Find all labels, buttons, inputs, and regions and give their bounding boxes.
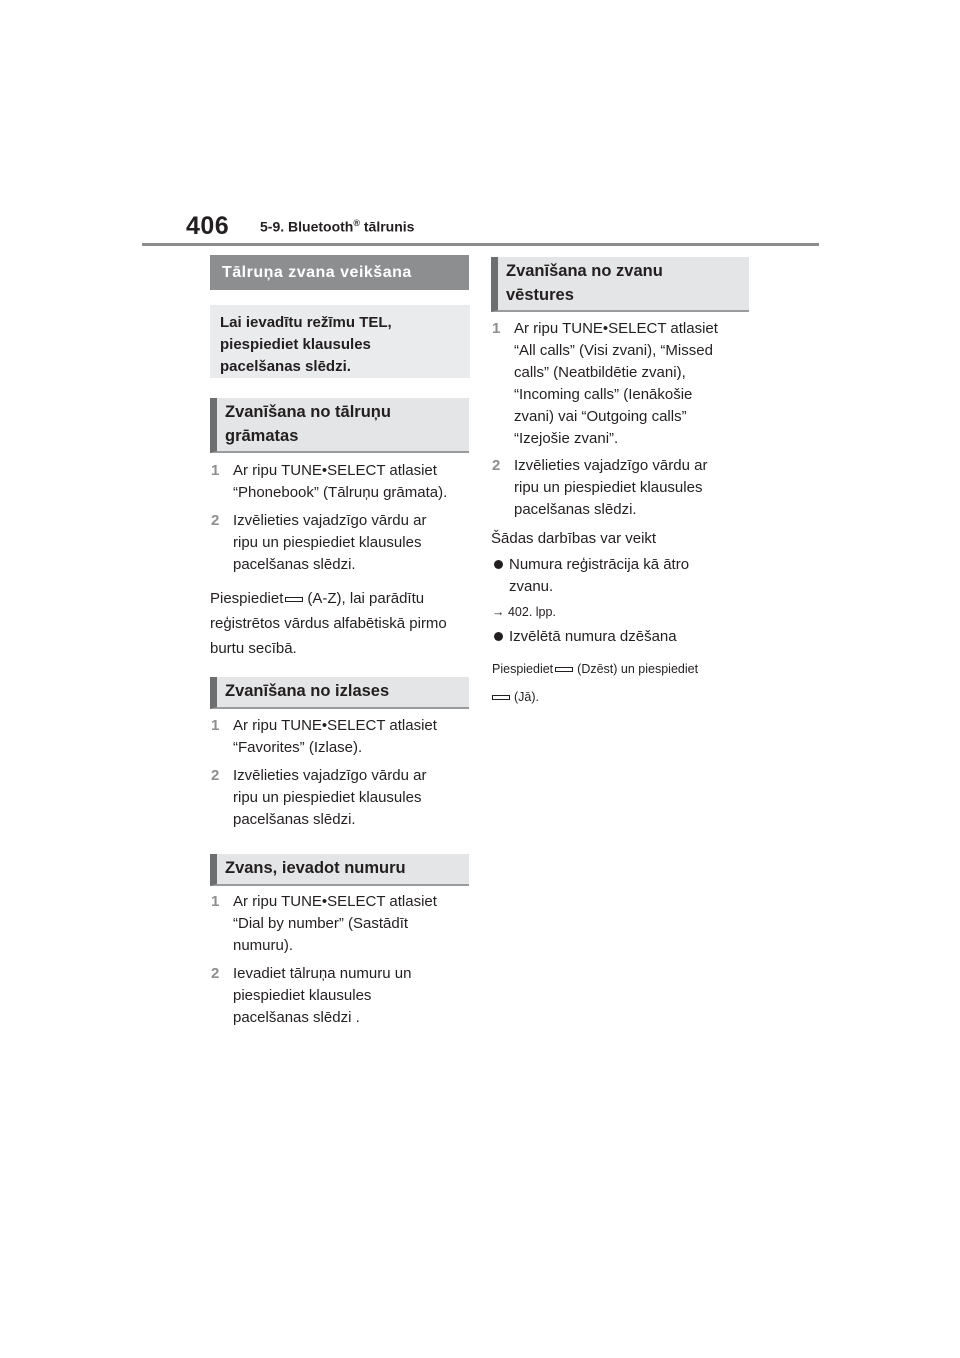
header-rule xyxy=(142,243,819,246)
actions-intro: Šādas darbības var veikt xyxy=(491,530,657,547)
dial-step-2: 2 Ievadiet tālruņa numuru un piespiediet klausules pacelšanas slēdzi . xyxy=(211,965,412,1026)
phonebook-heading: Zvanīšana no tālruņu grāmatas xyxy=(210,398,469,453)
button-glyph-icon xyxy=(555,667,573,672)
bullet-dot-icon xyxy=(494,560,503,569)
bullet-dot-icon xyxy=(494,632,503,641)
favorites-step-2: 2 Izvēlieties vajadzīgo vārdu ar ripu un piespiediet klausules pacelšanas slēdzi. xyxy=(211,767,427,828)
dial-step-1: 1 Ar ripu TUNE•SELECT atlasiet “Dial by number” (Sastādīt numuru). xyxy=(211,893,437,954)
bullet-speed-dial: Numura reģistrācija kā ātro zvanu. xyxy=(491,554,761,598)
button-glyph-icon xyxy=(285,597,303,602)
bullet-delete-number: Izvēlētā numura dzēšana xyxy=(491,626,761,648)
page-number: 406 xyxy=(186,212,230,240)
history-step-1: 1 Ar ripu TUNE•SELECT atlasiet “All calls” (Visi zvani), “Missed calls” (Neatbildētie zvani), “Incoming calls” (Ienākošie zvani) vai “Outgoing calls” “Izejošie zvani”. xyxy=(492,320,718,447)
history-heading: Zvanīšana no zvanu vēstures xyxy=(491,257,749,312)
delete-instruction: Piespiediet (Dzēst) un piespiediet xyxy=(492,662,699,676)
tel-mode-note: Lai ievadītu režīmu TEL, piespiediet klausules pacelšanas slēdzi. xyxy=(210,305,470,378)
favorites-heading: Zvanīšana no izlases xyxy=(210,677,469,709)
section-title: 5-9. Bluetooth® tālrunis xyxy=(260,218,415,235)
main-title: Tālruņa zvana veikšana xyxy=(222,263,412,281)
favorites-step-1: 1 Ar ripu TUNE•SELECT atlasiet “Favorites” (Izlase). xyxy=(211,717,437,756)
history-step-2: 2 Izvēlieties vajadzīgo vārdu ar ripu un piespiediet klausules pacelšanas slēdzi. xyxy=(492,457,708,518)
phonebook-step-2: 2 Izvēlieties vajadzīgo vārdu ar ripu un piespiediet klausules pacelšanas slēdzi. xyxy=(211,512,427,573)
phonebook-step-1: 1 Ar ripu TUNE•SELECT atlasiet “Phonebook” (Tālruņu grāmata). xyxy=(211,462,448,501)
az-note: Piespiediet (A-Z), lai parādītu reģistrētos vārdus alfabētiskā pirmo burtu secībā. xyxy=(210,590,447,657)
main-title-bar xyxy=(210,255,469,290)
delete-confirm: (Jā). xyxy=(492,688,762,706)
dial-heading: Zvans, ievadot numuru xyxy=(210,854,469,886)
button-glyph-icon xyxy=(492,695,510,700)
page-reference: → 402. lpp. xyxy=(492,605,556,619)
